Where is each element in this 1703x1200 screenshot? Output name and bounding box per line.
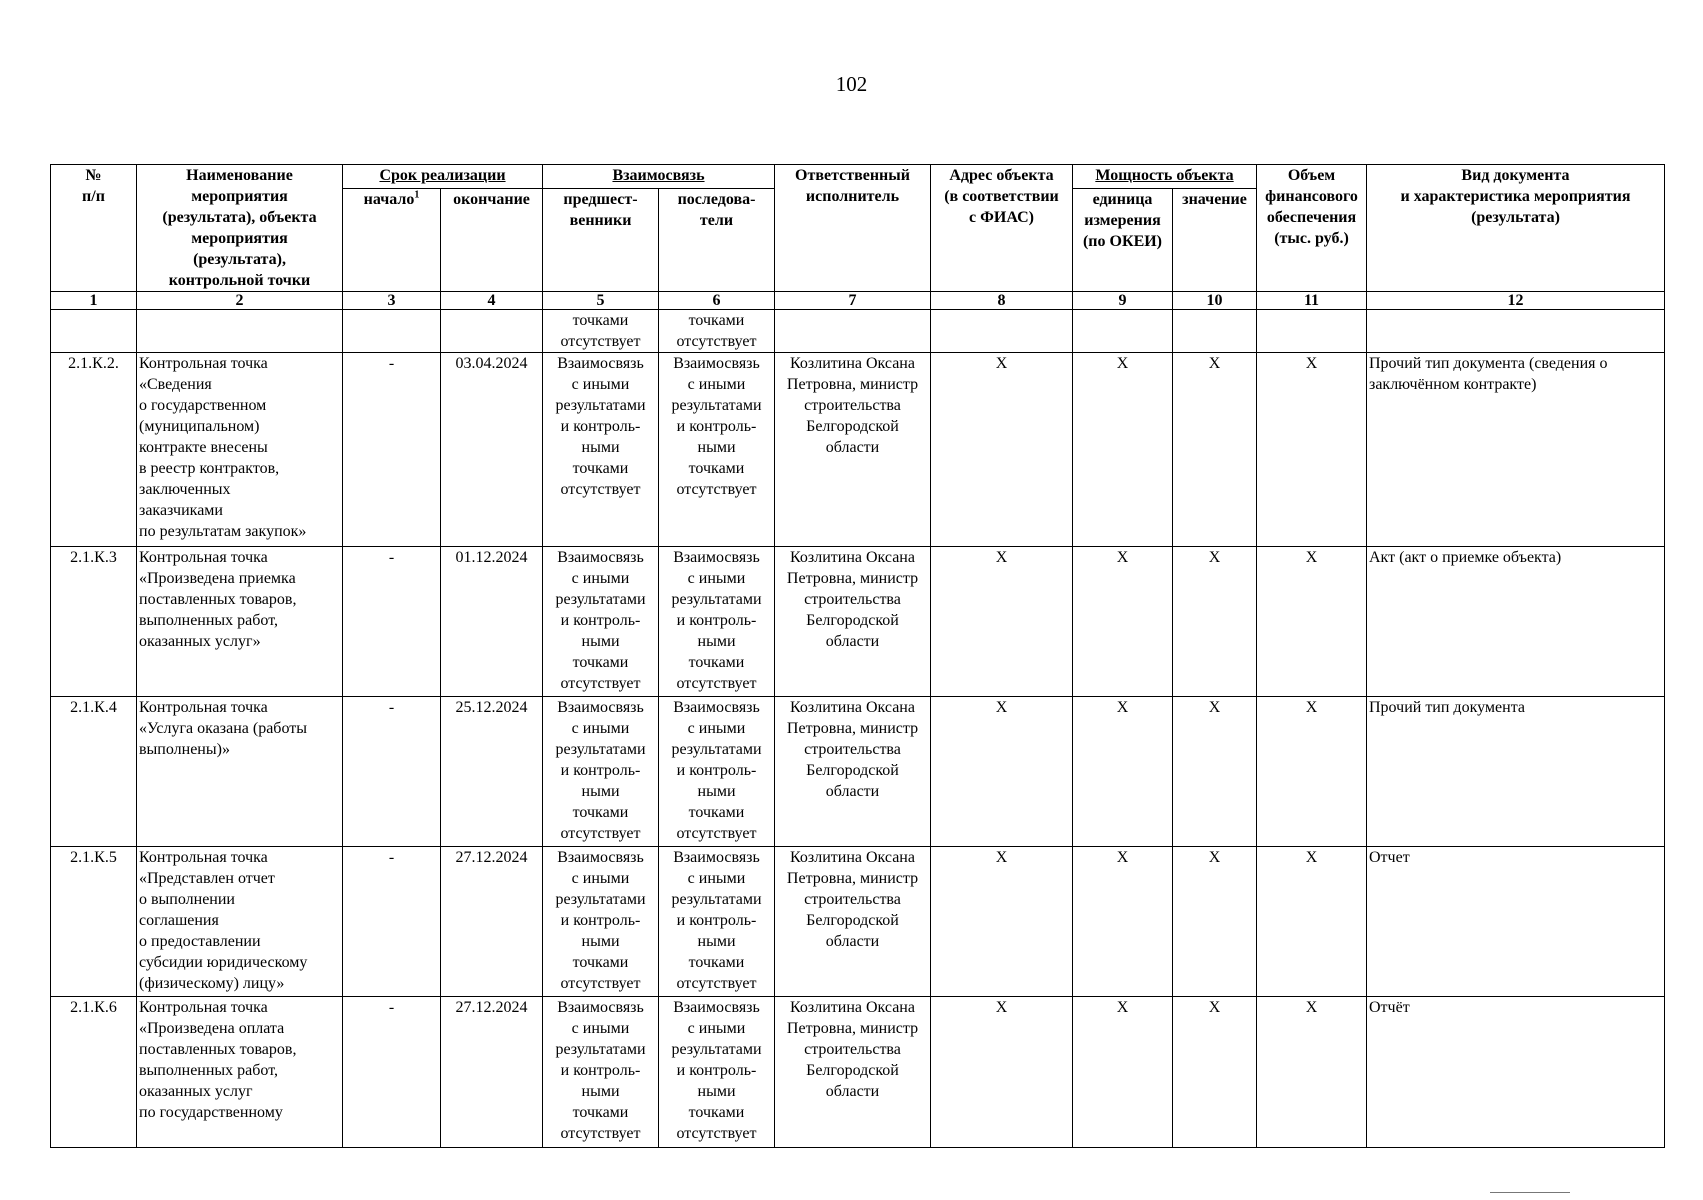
cell-successors: Взаимосвязь с иными результатами и контроль- ными точками отсутствует xyxy=(659,353,775,547)
table-row xyxy=(51,547,1665,697)
column-number: 4 xyxy=(441,292,543,310)
cell-unit: Х xyxy=(1073,997,1173,1148)
cell-successors: Взаимосвязь с иными результатами и контроль- ными точками отсутствует xyxy=(659,547,775,697)
header-name: Наименование мероприятия (результата), объекта мероприятия (результата), контрольной точки xyxy=(137,165,343,292)
header-start xyxy=(343,188,441,291)
table-row xyxy=(51,697,1665,847)
cell-num: 2.1.К.5 xyxy=(51,847,137,997)
table-row xyxy=(51,997,1665,1148)
cell-value: Х xyxy=(1173,847,1257,997)
cell-end: 03.04.2024 xyxy=(441,353,543,547)
column-number: 9 xyxy=(1073,292,1173,310)
cell-unit: Х xyxy=(1073,547,1173,697)
cell-name: Контрольная точка «Произведена приемка поставленных товаров, выполненных работ, оказанных услуг» xyxy=(137,547,343,697)
cell-name: Контрольная точка «Произведена оплата поставленных товаров, выполненных работ, оказанных услуг по государственному xyxy=(137,997,343,1148)
cell-num: 2.1.К.4 xyxy=(51,697,137,847)
cell-successors: Взаимосвязь с иными результатами и контроль- ными точками отсутствует xyxy=(659,997,775,1148)
header-funding: Объем финансового обеспечения (тыс. руб.) xyxy=(1257,165,1367,292)
cell-unit: Х xyxy=(1073,697,1173,847)
plan-table xyxy=(50,164,1665,1148)
header-predecessors: предшест- венники xyxy=(543,188,659,291)
cell-responsible: Козлитина Оксана Петровна, министр строительства Белгородской области xyxy=(775,847,931,997)
footer-divider xyxy=(1490,1192,1570,1193)
cell-empty xyxy=(1173,310,1257,353)
cell-empty xyxy=(1257,310,1367,353)
cell-successors: Взаимосвязь с иными результатами и контроль- ными точками отсутствует xyxy=(659,847,775,997)
cell-successors: Взаимосвязь с иными результатами и контроль- ными точками отсутствует xyxy=(659,697,775,847)
header-period xyxy=(343,165,543,189)
cell-end: 27.12.2024 xyxy=(441,847,543,997)
cell-value: Х xyxy=(1173,353,1257,547)
cell-doc: Прочий тип документа (сведения о заключённом контракте) xyxy=(1367,353,1665,547)
cell-start: - xyxy=(343,997,441,1148)
cell-doc: Отчёт xyxy=(1367,997,1665,1148)
column-number: 5 xyxy=(543,292,659,310)
header-relation xyxy=(543,165,775,189)
header-period-label: Срок реализации xyxy=(379,167,506,184)
cell-predecessors: Взаимосвязь с иными результатами и контроль- ными точками отсутствует xyxy=(543,997,659,1148)
page-number: 102 xyxy=(835,72,868,96)
column-number: 10 xyxy=(1173,292,1257,310)
header-end: окончание xyxy=(441,188,543,291)
header-value: значение xyxy=(1173,188,1257,291)
cell-empty xyxy=(931,310,1073,353)
header-capacity xyxy=(1073,165,1257,189)
table-row xyxy=(51,847,1665,997)
cell-responsible: Козлитина Оксана Петровна, министр строительства Белгородской области xyxy=(775,997,931,1148)
cell-responsible: Козлитина Оксана Петровна, министр строительства Белгородской области xyxy=(775,547,931,697)
cell-num: 2.1.К.6 xyxy=(51,997,137,1148)
cell-empty xyxy=(441,310,543,353)
column-number: 2 xyxy=(137,292,343,310)
cell-successors: точками отсутствует xyxy=(659,310,775,353)
cell-predecessors: точками отсутствует xyxy=(543,310,659,353)
cell-predecessors: Взаимосвязь с иными результатами и контроль- ными точками отсутствует xyxy=(543,353,659,547)
cell-num: 2.1.К.2. xyxy=(51,353,137,547)
cell-address: Х xyxy=(931,847,1073,997)
column-number: 11 xyxy=(1257,292,1367,310)
header-capacity-label: Мощность объекта xyxy=(1095,167,1234,184)
header-start-label: начало xyxy=(363,190,415,208)
cell-unit: Х xyxy=(1073,353,1173,547)
header-responsible: Ответственный исполнитель xyxy=(775,165,931,292)
header-num: № п/п xyxy=(51,165,137,292)
cell-doc: Отчет xyxy=(1367,847,1665,997)
column-number: 12 xyxy=(1367,292,1665,310)
cell-start: - xyxy=(343,547,441,697)
cell-funding: Х xyxy=(1257,697,1367,847)
column-number: 6 xyxy=(659,292,775,310)
cell-address: Х xyxy=(931,697,1073,847)
cell-funding: Х xyxy=(1257,353,1367,547)
cell-empty xyxy=(1073,310,1173,353)
cell-predecessors: Взаимосвязь с иными результатами и контроль- ными точками отсутствует xyxy=(543,697,659,847)
header-address: Адрес объекта (в соответствии с ФИАС) xyxy=(931,165,1073,292)
cell-predecessors: Взаимосвязь с иными результатами и контроль- ными точками отсутствует xyxy=(543,547,659,697)
header-unit: единица измерения (по ОКЕИ) xyxy=(1073,188,1173,291)
cell-doc: Акт (акт о приемке объекта) xyxy=(1367,547,1665,697)
column-numbers-row xyxy=(51,292,1665,310)
cell-responsible: Козлитина Оксана Петровна, министр строительства Белгородской области xyxy=(775,353,931,547)
cell-funding: Х xyxy=(1257,847,1367,997)
cell-end: 27.12.2024 xyxy=(441,997,543,1148)
header-row-1 xyxy=(51,165,1665,189)
cell-value: Х xyxy=(1173,997,1257,1148)
cell-empty xyxy=(343,310,441,353)
cell-address: Х xyxy=(931,353,1073,547)
header-doc-type: Вид документа и характеристика мероприятия (результата) xyxy=(1367,165,1665,292)
cell-start: - xyxy=(343,353,441,547)
cell-address: Х xyxy=(931,997,1073,1148)
cell-responsible: Козлитина Оксана Петровна, министр строительства Белгородской области xyxy=(775,697,931,847)
cell-doc: Прочий тип документа xyxy=(1367,697,1665,847)
table-row xyxy=(51,353,1665,547)
cell-value: Х xyxy=(1173,547,1257,697)
cell-funding: Х xyxy=(1257,547,1367,697)
cell-start: - xyxy=(343,697,441,847)
cell-unit: Х xyxy=(1073,847,1173,997)
cell-name: Контрольная точка «Представлен отчет о выполнении соглашения о предоставлении субсидии юридическому (физическому) лицу» xyxy=(137,847,343,997)
cell-name: Контрольная точка «Сведения о государственном (муниципальном) контракте внесены в реестр контрактов, заключенных заказчиками по результатам закупок» xyxy=(137,353,343,547)
cell-empty xyxy=(137,310,343,353)
column-number: 7 xyxy=(775,292,931,310)
column-number: 3 xyxy=(343,292,441,310)
cell-num: 2.1.К.3 xyxy=(51,547,137,697)
column-number: 8 xyxy=(931,292,1073,310)
cell-empty xyxy=(51,310,137,353)
cell-end: 25.12.2024 xyxy=(441,697,543,847)
header-relation-label: Взаимосвязь xyxy=(612,167,705,184)
column-number: 1 xyxy=(51,292,137,310)
cell-funding: Х xyxy=(1257,997,1367,1148)
cell-name: Контрольная точка «Услуга оказана (работы выполнены)» xyxy=(137,697,343,847)
header-successors: последова- тели xyxy=(659,188,775,291)
continuation-row xyxy=(51,310,1665,353)
cell-empty xyxy=(775,310,931,353)
cell-end: 01.12.2024 xyxy=(441,547,543,697)
cell-address: Х xyxy=(931,547,1073,697)
cell-value: Х xyxy=(1173,697,1257,847)
cell-predecessors: Взаимосвязь с иными результатами и контроль- ными точками отсутствует xyxy=(543,847,659,997)
cell-empty xyxy=(1367,310,1665,353)
cell-start: - xyxy=(343,847,441,997)
header-start-footnote: 1 xyxy=(414,189,420,201)
